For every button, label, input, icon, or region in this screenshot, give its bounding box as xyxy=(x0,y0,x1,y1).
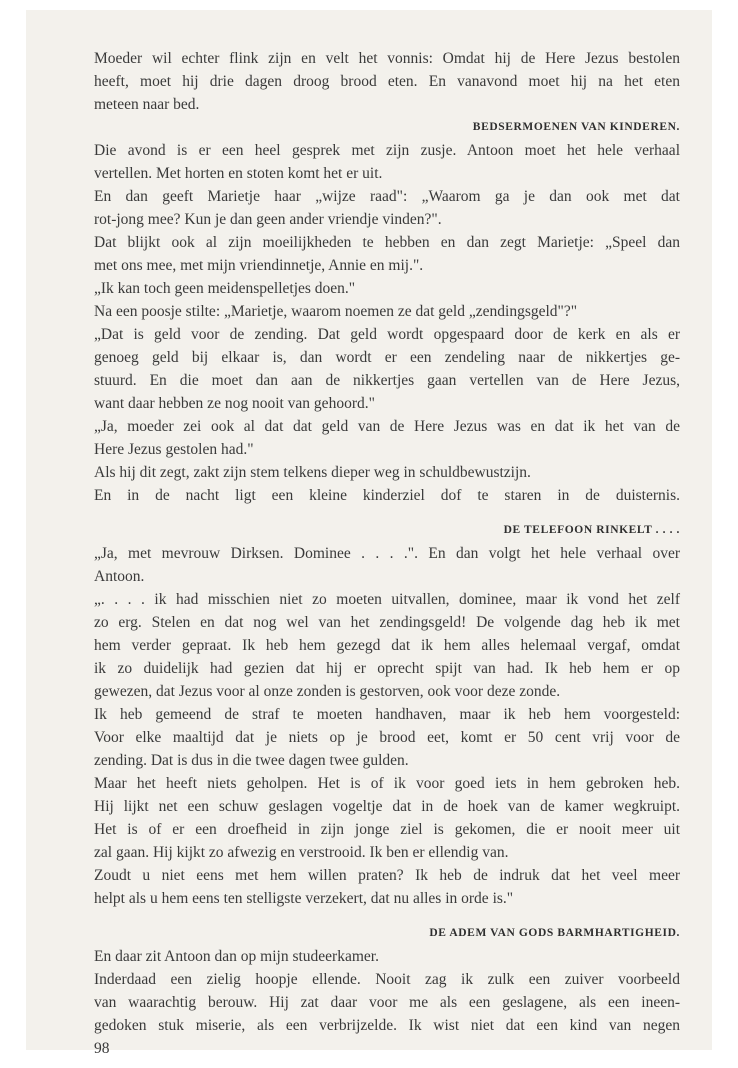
text-line: Dat blijkt ook al zijn moeilijkheden te hebben en dan zegt Marietje: „Speel dan xyxy=(94,234,680,251)
text-line: Zoudt u niet eens met hem willen praten? Ik heb de indruk dat het veel meer xyxy=(94,867,680,884)
paragraph xyxy=(94,588,680,703)
text-line: hem verder gepraat. Ik heb hem gezegd dat ik hem alles helemaal vergaf, omdat xyxy=(94,637,680,654)
text-line: En in de nacht ligt een kleine kinderziel dof te staren in de duisternis. xyxy=(94,487,680,504)
text-line: stuurd. En die moet dan aan de nikkertjes gaan vertellen van de Here Jezus, xyxy=(94,372,680,389)
text-line: heeft, moet hij drie dagen droog brood eten. En vanavond moet hij na het eten xyxy=(94,73,680,90)
paragraph xyxy=(94,542,680,588)
paragraph xyxy=(94,185,680,231)
text-line: met ons mee, met mijn vriendinnetje, Annie en mij.". xyxy=(94,257,424,274)
text-line: Here Jezus gestolen had." xyxy=(94,441,254,458)
paragraph xyxy=(94,864,680,910)
text-line: gewezen, dat Jezus voor al onze zonden is gestorven, ook voor deze zonde. xyxy=(94,683,561,700)
text-line: meteen naar bed. xyxy=(94,96,200,113)
page-text xyxy=(94,47,680,1060)
text-line: Hij lijkt net een schuw geslagen vogeltje dat in de hoek van de kamer wegkruipt. xyxy=(94,798,680,815)
text-line: Na een poosje stilte: „Marietje, waarom noemen ze dat geld „zendingsgeld"?" xyxy=(94,303,578,320)
text-line: Het is of er een droefheid in zijn jonge ziel is gekomen, die er nooit meer uit xyxy=(94,821,680,838)
text-line: vertellen. Met horten en stoten komt het er uit. xyxy=(94,165,383,182)
text-line: „Ik kan toch geen meidenspelletjes doen." xyxy=(94,280,356,297)
section-heading: DE TELEFOON RINKELT . . . . xyxy=(503,524,680,536)
text-line: „Dat is geld voor de zending. Dat geld wordt opgespaard door de kerk en als er xyxy=(94,326,680,343)
text-line: helpt als u hem eens ten stelligste verzekert, dat nu alles in orde is." xyxy=(94,890,514,907)
paragraph xyxy=(94,231,680,277)
paragraph xyxy=(94,323,680,415)
text-line: Voor elke maaltijd dat je niets op je brood eet, komt er 50 cent vrij voor de xyxy=(94,729,680,746)
text-line: Ik heb gemeend de straf te moeten handhaven, maar ik heb hem voorgesteld: xyxy=(94,706,680,723)
paragraph xyxy=(94,968,680,1037)
text-line: van waarachtig berouw. Hij zat daar voor me als een geslagene, als een ineen- xyxy=(94,994,680,1011)
section-gap xyxy=(94,910,680,922)
paragraph xyxy=(94,415,680,461)
paragraph xyxy=(94,47,680,116)
text-line: Maar het heeft niets geholpen. Het is of ik voor goed iets in hem gebroken heb. xyxy=(94,775,680,792)
text-line: genoeg geld bij elkaar is, dan wordt er een zendeling naar de nikkertjes ge- xyxy=(94,349,680,366)
text-line: zending. Dat is dus in die twee dagen twee gulden. xyxy=(94,752,409,769)
text-line: „Ja, met mevrouw Dirksen. Dominee . . . .". En dan volgt het hele verhaal over xyxy=(94,545,680,562)
text-line: „Ja, moeder zei ook al dat dat geld van de Here Jezus was en dat ik het van de xyxy=(94,418,680,435)
paragraph xyxy=(94,277,680,300)
text-line: En dan geeft Marietje haar „wijze raad": „Waarom ga je dan ook met dat xyxy=(94,188,680,205)
text-line: Als hij dit zegt, zakt zijn stem telkens dieper weg in schuldbewustzijn. xyxy=(94,464,531,481)
text-line: Moeder wil echter flink zijn en velt het vonnis: Omdat hij de Here Jezus bestolen xyxy=(94,50,680,67)
text-line: „. . . . ik had misschien niet zo moeten uitvallen, dominee, maar ik vond het zelf xyxy=(94,591,680,608)
paragraph xyxy=(94,945,680,968)
section-gap xyxy=(94,507,680,519)
text-line: zo erg. Stelen en dat nog wel van het zendingsgeld! De volgende dag heb ik met xyxy=(94,614,680,631)
text-line: Antoon. xyxy=(94,568,145,585)
section-heading: BEDSERMOENEN VAN KINDEREN. xyxy=(472,121,680,133)
page-number: 98 xyxy=(94,1040,110,1057)
text-line: Inderdaad een zielig hoopje ellende. Nooit zag ik zulk een zuiver voorbeeld xyxy=(94,971,680,988)
paragraph xyxy=(94,772,680,864)
paragraph xyxy=(94,703,680,772)
paragraph xyxy=(94,461,680,484)
paragraph xyxy=(94,300,680,323)
paragraph xyxy=(94,484,680,507)
paragraph xyxy=(94,139,680,185)
text-line: ik zo duidelijk had gezien dat hij er oprecht spijt van had. Ik heb hem er op xyxy=(94,660,680,677)
text-line: Die avond is er een heel gesprek met zijn zusje. Antoon moet het hele verhaal xyxy=(94,142,680,159)
text-line: zal gaan. Hij kijkt zo afwezig en verstrooid. Ik ben er ellendig van. xyxy=(94,844,509,861)
text-line: En daar zit Antoon dan op mijn studeerkamer. xyxy=(94,948,379,965)
section-heading: DE ADEM VAN GODS BARMHARTIGHEID. xyxy=(429,927,680,939)
text-line: rot-jong mee? Kun je dan geen ander vriendje vinden?". xyxy=(94,211,442,228)
text-line: gedoken stuk miserie, als een verbrijzelde. Ik wist niet dat een kind van negen xyxy=(94,1017,680,1034)
text-line: want daar hebben ze nog nooit van gehoord." xyxy=(94,395,375,412)
